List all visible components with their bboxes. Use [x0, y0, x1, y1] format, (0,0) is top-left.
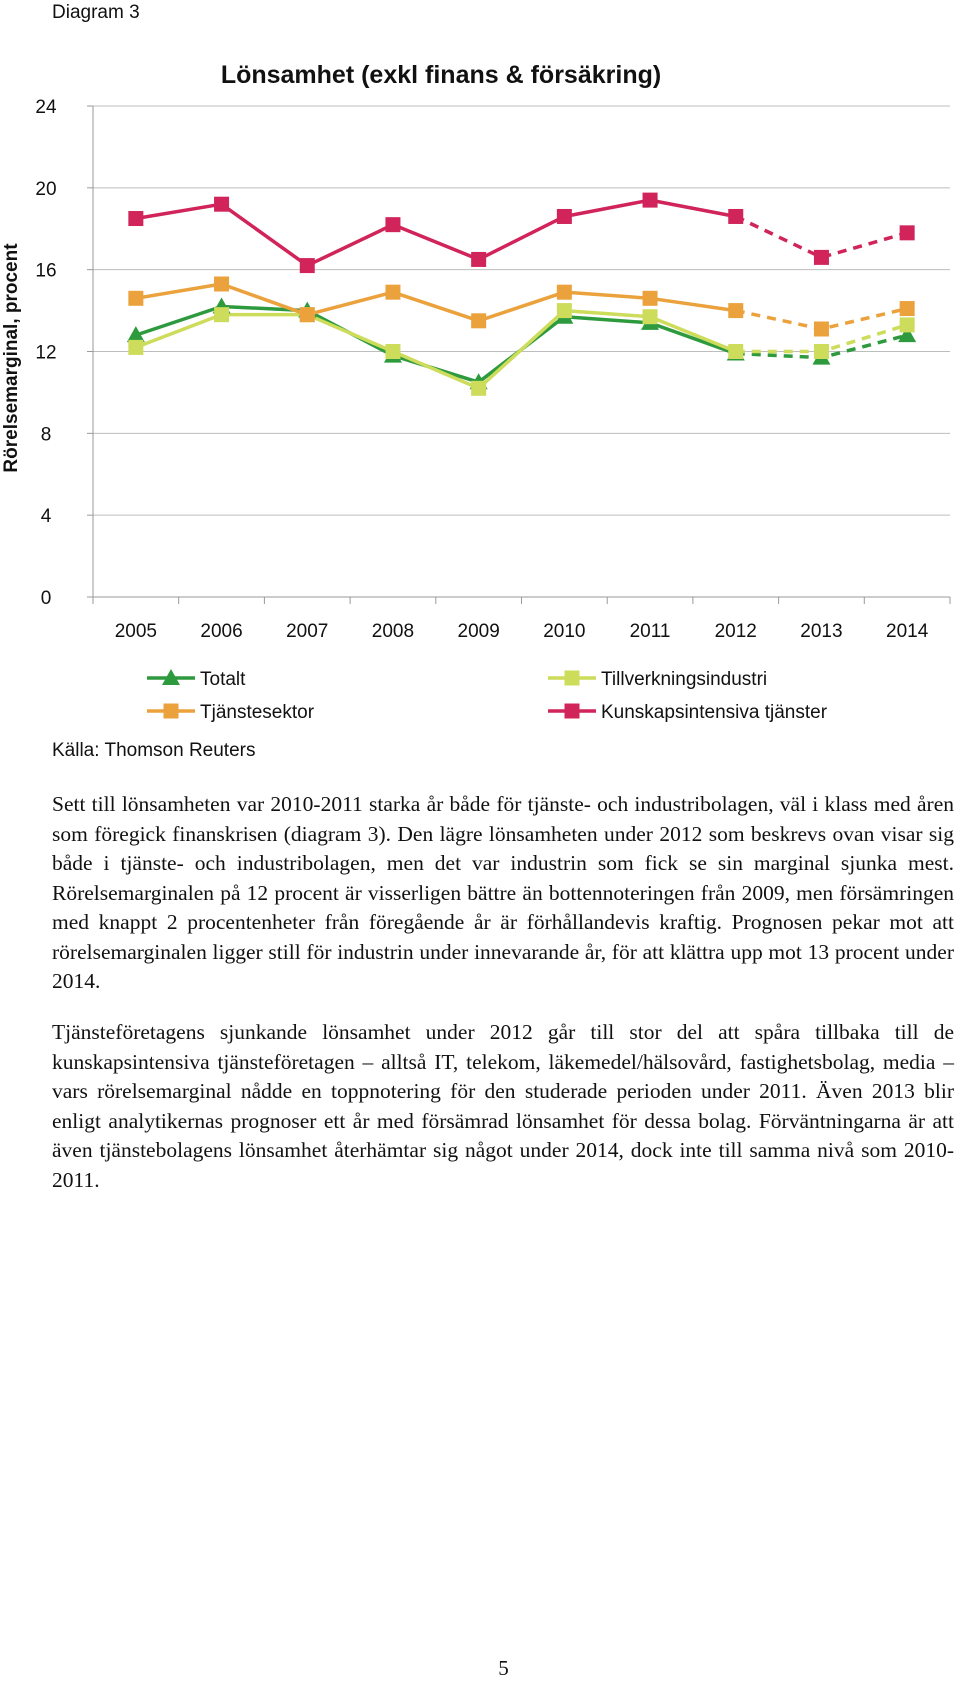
y-tick-label: 4: [40, 506, 52, 528]
y-axis-label: Rörelsemarginal, procent: [1, 243, 22, 473]
y-tick-label: 20: [35, 178, 57, 200]
data-point: [128, 340, 143, 355]
series-lines: [136, 200, 907, 388]
data-point: [385, 285, 400, 300]
data-point: [385, 217, 400, 232]
data-point: [814, 344, 829, 359]
legend-label: Totalt: [200, 669, 246, 690]
x-tick-label: 2010: [543, 621, 586, 642]
data-point: [900, 317, 915, 332]
data-point: [471, 313, 486, 328]
x-tick-label: 2013: [800, 621, 843, 642]
body-paragraph-2: Tjänsteföretagens sjunkande lönsamhet under 2012 går till stor del att spåra tillbaka till de kunskapsintensiva tjänsteföretagen – alltså IT, telekom, läkemedel/hälsovård, fastighetsbolag, media – vars rörelsemarginal nådde en toppnotering för den studerade perioden under 2011. Även 2013 blir enligt analytikernas prognoser ett år med försämrad lönsamhet för dessa bolag. Förväntningarna är att även tjänstebolagens lönsamhet återhämtar sig något under 2014, dock inte till samma nivå som 2010-2011.: [52, 1020, 954, 1192]
x-tick-labels: [115, 621, 929, 642]
data-point: [557, 209, 572, 224]
diagram-label: Diagram 3: [52, 2, 140, 23]
data-point: [814, 321, 829, 336]
y-tick-label: 12: [35, 342, 57, 364]
x-tick-label: 2006: [200, 621, 243, 642]
legend-swatch-marker: [565, 671, 580, 686]
data-point: [643, 309, 658, 324]
legend-swatch-marker: [164, 704, 179, 719]
legend-swatch-marker: [565, 704, 580, 719]
x-tick-label: 2008: [371, 621, 415, 642]
data-point: [300, 258, 315, 273]
x-tick-label: 2007: [286, 621, 329, 642]
data-point: [128, 211, 143, 226]
legend-label: Tjänstesektor: [200, 702, 315, 723]
data-point: [728, 344, 743, 359]
data-point: [300, 307, 315, 322]
x-tick-label: 2012: [714, 621, 757, 642]
y-tick-labels: [35, 97, 57, 609]
x-tick-label: 2009: [457, 621, 500, 642]
x-tick-label: 2005: [114, 621, 157, 642]
data-point: [643, 291, 658, 306]
y-tick-label: 0: [40, 588, 52, 609]
source-label: Källa: Thomson Reuters: [52, 740, 256, 761]
data-point: [814, 250, 829, 265]
y-tick-label: 8: [40, 424, 52, 446]
data-point: [214, 197, 229, 212]
data-point: [471, 252, 486, 267]
data-point: [557, 303, 572, 318]
data-point: [728, 209, 743, 224]
page-number: 5: [498, 1656, 509, 1680]
y-tick-label: 24: [35, 97, 57, 118]
data-point: [214, 276, 229, 291]
data-point: [471, 381, 486, 396]
data-point: [557, 285, 572, 300]
chart-title: Lönsamhet (exkl finans & försäkring): [220, 61, 662, 89]
data-point: [385, 344, 400, 359]
x-tick-label: 2014: [886, 621, 929, 642]
data-point: [728, 303, 743, 318]
data-point: [214, 307, 229, 322]
profitability-line-chart: [0, 0, 960, 735]
x-tick-label: 2011: [629, 621, 671, 642]
y-tick-label: 16: [35, 260, 57, 282]
chart-legend: [147, 669, 828, 723]
body-paragraph-1: Sett till lönsamheten var 2010-2011 starka år både för tjänste- och industribolagen, väl i klass med åren som föregick finanskrisen (diagram 3). Den lägre lönsamheten under 2012 som beskrevs ovan visar sig både i tjänste- och industribolagen, men det var industrin som fick se sin marginal sjunka mest. Rörelsemarginalen på 12 procent är visserligen bättre än bottennoteringen från 2009, men försämringen med knappt 2 procentenheter från föregående år är förhållandevis kraftig. Prognosen pekar mot att rörelsemarginalen ligger still för industrin under innevarande år, för att klättra upp mot 13 procent under 2014.: [52, 792, 954, 993]
legend-label: Tillverkningsindustri: [601, 669, 768, 690]
data-point: [900, 225, 915, 240]
data-point: [643, 193, 658, 208]
legend-label: Kunskapsintensiva tjänster: [601, 702, 828, 723]
data-point: [900, 301, 915, 316]
data-point: [128, 291, 143, 306]
